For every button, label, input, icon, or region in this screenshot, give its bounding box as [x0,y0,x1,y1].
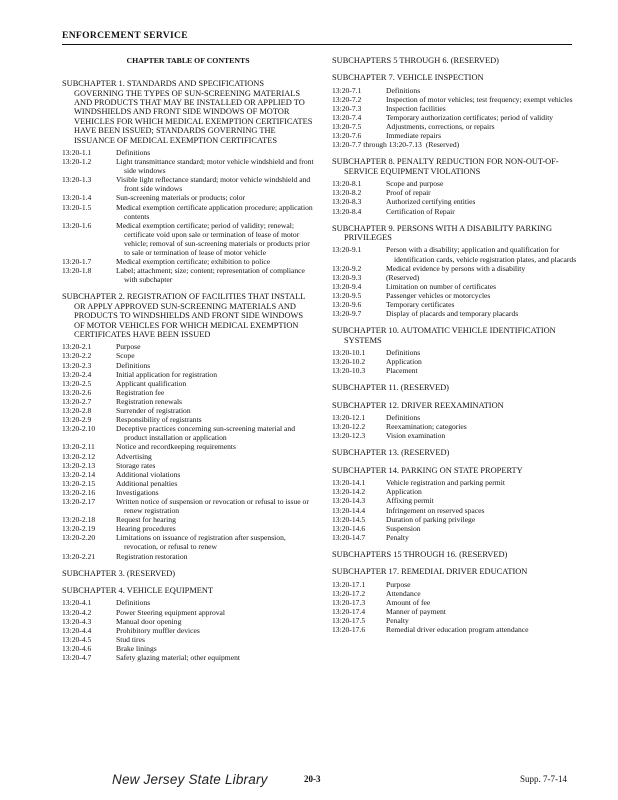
section-number: 13:20-7.1 [332,85,362,95]
section-title: Medical evidence by persons with a disability [386,263,526,273]
section-title: Affixing permit [386,496,434,506]
toc-entry [62,626,314,635]
subchapter-section [332,567,577,634]
toc-entry [332,589,577,598]
section-title: Brake linings [116,643,157,653]
section-title: Light transmittance standard; motor vehicle windshield and front side windows [116,157,314,176]
section-title: Surrender of registration [116,406,191,416]
section-number: 13:20-2.20 [62,533,96,543]
toc-entry [332,348,577,357]
section-title: Display of placards and temporary placards [386,309,519,319]
toc-entry [62,203,314,221]
subchapter-heading: SUBCHAPTER 12. DRIVER REEXAMINATION [332,400,504,410]
toc-entry [332,309,577,318]
section-number: 13:20-4.6 [62,643,92,653]
section-title: Medical exemption certificate; period of validity; renewal; certificate void upon sale or termination of lease of motor vehicle; removal of sun-screening materials or products prior to sale or termination of lease of motor vehicle [116,220,310,257]
toc-entry [62,342,314,351]
section-title: Passenger vehicles or motorcycles [386,290,491,300]
section-number: 13:20-17.3 [332,597,366,607]
section-title: Safety glazing material; other equipment [116,653,240,662]
section-number: 13:20-17.2 [332,588,366,598]
section-title: Definitions [386,348,421,358]
section-title: Registration restoration [116,551,188,561]
subchapter-section [332,448,577,457]
section-title: Application [386,487,422,497]
section-title: Stud tires [116,634,145,644]
right-column [332,56,577,642]
subchapter-section [332,73,577,149]
toc-entry [62,442,314,451]
section-title: Applicant qualification [116,378,187,388]
section-title: Written notice of suspension or revocation or refusal to issue or renew registration [116,496,309,516]
section-number: 13:20-14.3 [332,496,366,506]
subchapter-heading: SUBCHAPTERS 15 THROUGH 16. (RESERVED) [332,549,508,559]
toc-entry [332,625,577,634]
toc-entry [62,266,314,284]
section-number: 13:20-7.2 [332,94,362,104]
section-number: 13:20-9.4 [332,281,362,291]
subchapter-heading: SUBCHAPTER 10. AUTOMATIC VEHICLE IDENTIFICATION SYSTEMS [332,326,556,345]
section-number: 13:20-4.7 [62,653,92,662]
subchapter-section [332,466,577,542]
toc-entry [332,616,577,625]
toc-entry [62,370,314,379]
section-title: Remedial driver education program attendance [386,625,529,635]
toc-entry [62,653,314,662]
left-column [62,56,314,670]
section-number: 13:20-14.2 [332,487,366,497]
section-number: 13:20-1.6 [62,220,92,230]
section-number: 13:20-14.6 [332,523,366,533]
left-section-list [62,79,314,662]
section-title: Definitions [386,85,421,95]
toc-entry [62,524,314,533]
section-number: 13:20-2.13 [62,460,96,470]
subchapter-heading: SUBCHAPTER 13. (RESERVED) [332,448,450,458]
section-number: 13:20-4.1 [62,598,92,608]
section-number: 13:20-2.7 [62,396,92,406]
section-number: 13:20-8.2 [332,188,362,198]
subchapter-heading: SUBCHAPTER 3. (RESERVED) [62,568,176,578]
subchapter-section [62,586,314,662]
section-number: 13:20-2.8 [62,406,92,416]
toc-entry [62,221,314,257]
toc-entry [62,397,314,406]
section-title: Hearing procedures [116,524,176,534]
section-title: Attendance [386,588,421,598]
page-number: 20-3 [304,774,321,784]
section-number: 13:20-2.15 [62,478,96,488]
section-title: Immediate repairs [386,131,442,141]
section-title: (Reserved) [386,272,420,282]
toc-entry [332,131,577,140]
section-number: 13:20-2.2 [62,351,92,361]
section-number: 13:20-1.2 [62,157,92,167]
toc-entry [62,479,314,488]
toc-entry [332,264,577,273]
section-title: Inspection facilities [386,104,446,113]
section-title: Duration of parking privilege [386,514,476,524]
subchapter-section [62,292,314,560]
section-title: Manual door opening [116,616,182,626]
subchapter-section [62,79,314,284]
toc-entry [62,388,314,397]
toc-entry [62,406,314,415]
section-number: 13:20-10.3 [332,366,366,376]
subchapter-heading: SUBCHAPTER 1. STANDARDS AND SPECIFICATIONS GOVERNING THE TYPES OF SUN-SCREENING MATERIALS AND PRODUCTS THAT MAY BE INSTALLED OR APPLIED TO WINDSHIELDS AND FRONT SIDE WINDOWS OF MOTOR VEHICLES FOR WHICH MEDICAL EXEMPTION CERTIFICATES HAVE BEEN ISSUED; STANDARDS GOVERNING THE ISSUANCE OF MEDICAL EXEMPTION CERTIFICATES [62,79,313,145]
section-title: Additional penalties [116,478,178,488]
toc-title: CHAPTER TABLE OF CONTENTS [126,56,250,65]
subchapter-heading: SUBCHAPTER 14. PARKING ON STATE PROPERTY [332,465,523,475]
section-title: Proof of repair [386,188,431,198]
section-number: 13:20-1.8 [62,266,92,276]
section-title: Limitation on number of certificates [386,281,497,291]
section-title: Suspension [386,523,421,533]
subchapter-heading: SUBCHAPTER 9. PERSONS WITH A DISABILITY PARKING PRIVILEGES [332,223,553,243]
section-title: Advertising [116,451,152,461]
section-number: 13:20-2.1 [62,342,92,352]
section-title: Vehicle registration and parking permit [386,478,505,488]
section-number: 13:20-12.2 [332,422,366,432]
section-title: Penalty [386,616,409,626]
toc-entry [332,506,577,515]
section-number: 13:20-2.14 [62,469,96,479]
section-title: Label; attachment; size; content; representation of compliance with subchapter [116,266,305,285]
subchapter-section [332,383,577,392]
section-title: Application [386,357,422,367]
subchapter-heading: SUBCHAPTER 4. VEHICLE EQUIPMENT [62,586,214,596]
section-title: Request for hearing [116,515,176,525]
toc-entry [332,515,577,524]
section-number: 13:20-9.2 [332,263,362,273]
toc-entry [62,148,314,157]
section-title: Definitions [116,598,151,608]
toc-entry [62,598,314,607]
subchapter-section [332,157,577,215]
section-number: 13:20-10.2 [332,357,366,367]
toc-entry [332,478,577,487]
running-header: ENFORCEMENT SERVICE [62,30,188,41]
section-number: 13:20-7.4 [332,113,362,123]
section-number: 13:20-1.3 [62,175,92,185]
section-title: Scope [116,351,135,361]
toc-entry [332,487,577,496]
toc-entry [332,140,577,149]
section-number: 13:20-17.4 [332,606,366,616]
toc-entry [62,351,314,360]
library-watermark: New Jersey State Library [112,772,268,787]
section-number: 13:20-14.4 [332,505,366,515]
subchapter-heading: SUBCHAPTER 17. REMEDIAL DRIVER EDUCATION [332,567,528,577]
section-number: 13:20-2.16 [62,487,96,497]
section-number: 13:20-9.7 [332,309,362,319]
section-number: 13:20-14.1 [332,478,366,488]
section-number: 13:20-7.3 [332,104,362,113]
section-title: Deceptive practices concerning sun-screening material and product installation or application [116,424,296,443]
section-title: Prohibitory muffler devices [116,625,200,635]
toc-entry [332,533,577,542]
section-title: Investigations [116,487,159,497]
section-title: Temporary authorization certificates; period of validity [386,113,554,123]
toc-entry [332,422,577,431]
section-title: Adjustments, corrections, or repairs [386,122,495,132]
subchapter-section [332,550,577,559]
section-number: 13:20-4.2 [62,607,92,617]
section-title: Registration fee [116,387,165,397]
toc-entry [62,497,314,515]
section-number: 13:20-2.21 [62,551,96,561]
section-title: Power Steering equipment approval [116,607,226,617]
toc-entry [62,257,314,266]
subchapter-section [332,224,577,319]
toc-entry [62,424,314,442]
section-number: 13:20-7.6 [332,131,362,141]
section-number: 13:20-2.9 [62,415,92,425]
toc-entry [62,361,314,370]
toc-entry [62,617,314,626]
section-title: Infringement on reserved spaces [386,505,485,515]
section-number: 13:20-1.4 [62,193,92,203]
toc-entry [332,207,577,216]
section-title: Person with a disability; application and qualification for identification cards, vehicle registration plates, and placards [386,245,577,264]
section-number: 13:20-8.4 [332,206,362,216]
toc-entry [62,608,314,617]
section-number: 13:20-9.6 [332,300,362,310]
toc-entry [332,607,577,616]
section-number: 13:20-4.5 [62,634,92,644]
toc-entry [332,580,577,589]
header-rule [62,44,572,45]
toc-entry [62,470,314,479]
section-number: 13:20-8.3 [332,197,362,207]
section-title: Notice and recordkeeping requirements [116,442,236,452]
section-title: Inspection of motor vehicles; test frequency; exempt vehicles [386,94,573,104]
section-number: 13:20-9.5 [332,290,362,300]
toc-entry [332,431,577,440]
subchapter-section [62,569,314,578]
toc-entry [332,188,577,197]
section-number: 13:20-7.7 through 13:20-7.13 [332,140,422,150]
section-number: 13:20-2.12 [62,451,96,461]
section-number: 13:20-2.4 [62,369,92,379]
section-title: Purpose [116,342,141,352]
section-title: Sun-screening materials or products; color [116,193,246,203]
section-number: 13:20-9.3 [332,272,362,282]
toc-entry [62,515,314,524]
toc-entry [62,175,314,193]
section-title: Manner of payment [386,606,446,616]
section-number: 13:20-4.3 [62,616,92,626]
toc-entry [332,598,577,607]
toc-entry [62,452,314,461]
supplement-date: Supp. 7-7-14 [520,774,567,784]
toc-entry [62,379,314,388]
section-title: Penalty [386,532,409,542]
toc-entry [62,533,314,551]
toc-entry [62,461,314,470]
section-title: Temporary certificates [386,300,455,310]
toc-entry [62,193,314,202]
toc-entry [332,95,577,104]
section-title: Definitions [386,413,421,423]
section-number: 13:20-8.1 [332,179,362,189]
section-title: Limitations on issuance of registration after suspension, revocation, or refusal to renew [116,533,286,552]
section-title: Vision examination [386,431,446,441]
toc-entry [332,122,577,131]
section-number: 13:20-2.11 [62,442,95,452]
toc-entry [62,157,314,175]
section-title: Medical exemption certificate; exhibition to police [116,257,271,267]
subchapter-heading: SUBCHAPTER 2. REGISTRATION OF FACILITIES THAT INSTALL OR APPLY APPROVED SUN-SCREENING MATERIALS AND PRODUCTS TO WINDSHIELDS AND FRONT SIDE WINDOWS OF MOTOR VEHICLES FOR WHICH MEDICAL EXEMPTION CERTIFICATES HAVE BEEN ISSUED [62,292,306,339]
toc-entry [62,488,314,497]
toc-entry [332,291,577,300]
section-title: Responsibility of registrants [116,415,202,425]
toc-entry [62,635,314,644]
toc-entry [332,357,577,366]
section-number: 13:20-12.1 [332,413,366,423]
toc-entry [332,113,577,122]
toc-entry [332,104,577,113]
section-number: 13:20-17.5 [332,616,366,626]
section-title: Definitions [116,147,151,157]
toc-entry [332,179,577,188]
section-title: Registration renewals [116,396,183,406]
subchapter-heading: SUBCHAPTER 11. (RESERVED) [332,383,449,393]
toc-entry [332,366,577,375]
section-number: 13:20-2.3 [62,360,92,370]
toc-entry [62,552,314,561]
section-number: 13:20-10.1 [332,348,366,358]
section-number: 13:20-17.1 [332,579,366,589]
section-title: Visible light reflectance standard; motor vehicle windshield and front side windows [116,175,311,194]
toc-entry [332,273,577,282]
section-title: Amount of fee [386,597,431,607]
section-number: 13:20-1.5 [62,202,92,212]
section-title: Scope and purpose [386,179,444,189]
subchapter-heading: SUBCHAPTERS 5 THROUGH 6. (RESERVED) [332,56,499,65]
section-number: 13:20-2.6 [62,387,92,397]
toc-entry [332,524,577,533]
section-title: Purpose [386,579,411,589]
subchapter-section [332,326,577,375]
subchapter-section [332,401,577,441]
section-title: Definitions [116,360,151,370]
section-title: Certification of Repair [386,206,455,216]
section-number: 13:20-14.5 [332,514,366,524]
section-title: Additional violations [116,469,181,479]
section-number: 13:20-1.1 [62,147,92,157]
section-number: 13:20-2.17 [62,496,96,506]
toc-entry [332,413,577,422]
section-number: 13:20-17.6 [332,625,366,635]
subchapter-heading: SUBCHAPTER 8. PENALTY REDUCTION FOR NON-OUT-OF-SERVICE EQUIPMENT VIOLATIONS [332,157,559,176]
section-number: 13:20-14.7 [332,532,366,542]
section-number: 13:20-12.3 [332,431,366,441]
toc-entry [62,644,314,653]
section-number: 13:20-4.4 [62,625,92,635]
section-title: Storage rates [116,460,156,470]
section-title: Authorized certifying entities [386,197,476,207]
toc-entry [62,415,314,424]
toc-entry [332,300,577,309]
toc-entry [332,86,577,95]
toc-entry [332,245,577,263]
subchapter-section [332,56,577,65]
section-number: 13:20-7.5 [332,122,362,132]
section-title: Reexamination; categories [386,422,467,432]
right-section-list [332,56,577,634]
section-number: 13:20-2.10 [62,424,96,434]
subchapter-heading: SUBCHAPTER 7. VEHICLE INSPECTION [332,73,484,83]
section-title: Initial application for registration [116,369,218,379]
section-title: Placement [386,366,418,376]
toc-entry [332,197,577,206]
section-title: (Reserved) [425,140,460,150]
section-title: Medical exemption certificate application procedure; application contents [116,202,313,221]
section-number: 13:20-1.7 [62,257,92,267]
section-number: 13:20-2.5 [62,378,92,388]
toc-entry [332,282,577,291]
section-number: 13:20-9.1 [332,245,362,255]
section-number: 13:20-2.18 [62,515,96,525]
section-number: 13:20-2.19 [62,524,96,534]
toc-entry [332,496,577,505]
